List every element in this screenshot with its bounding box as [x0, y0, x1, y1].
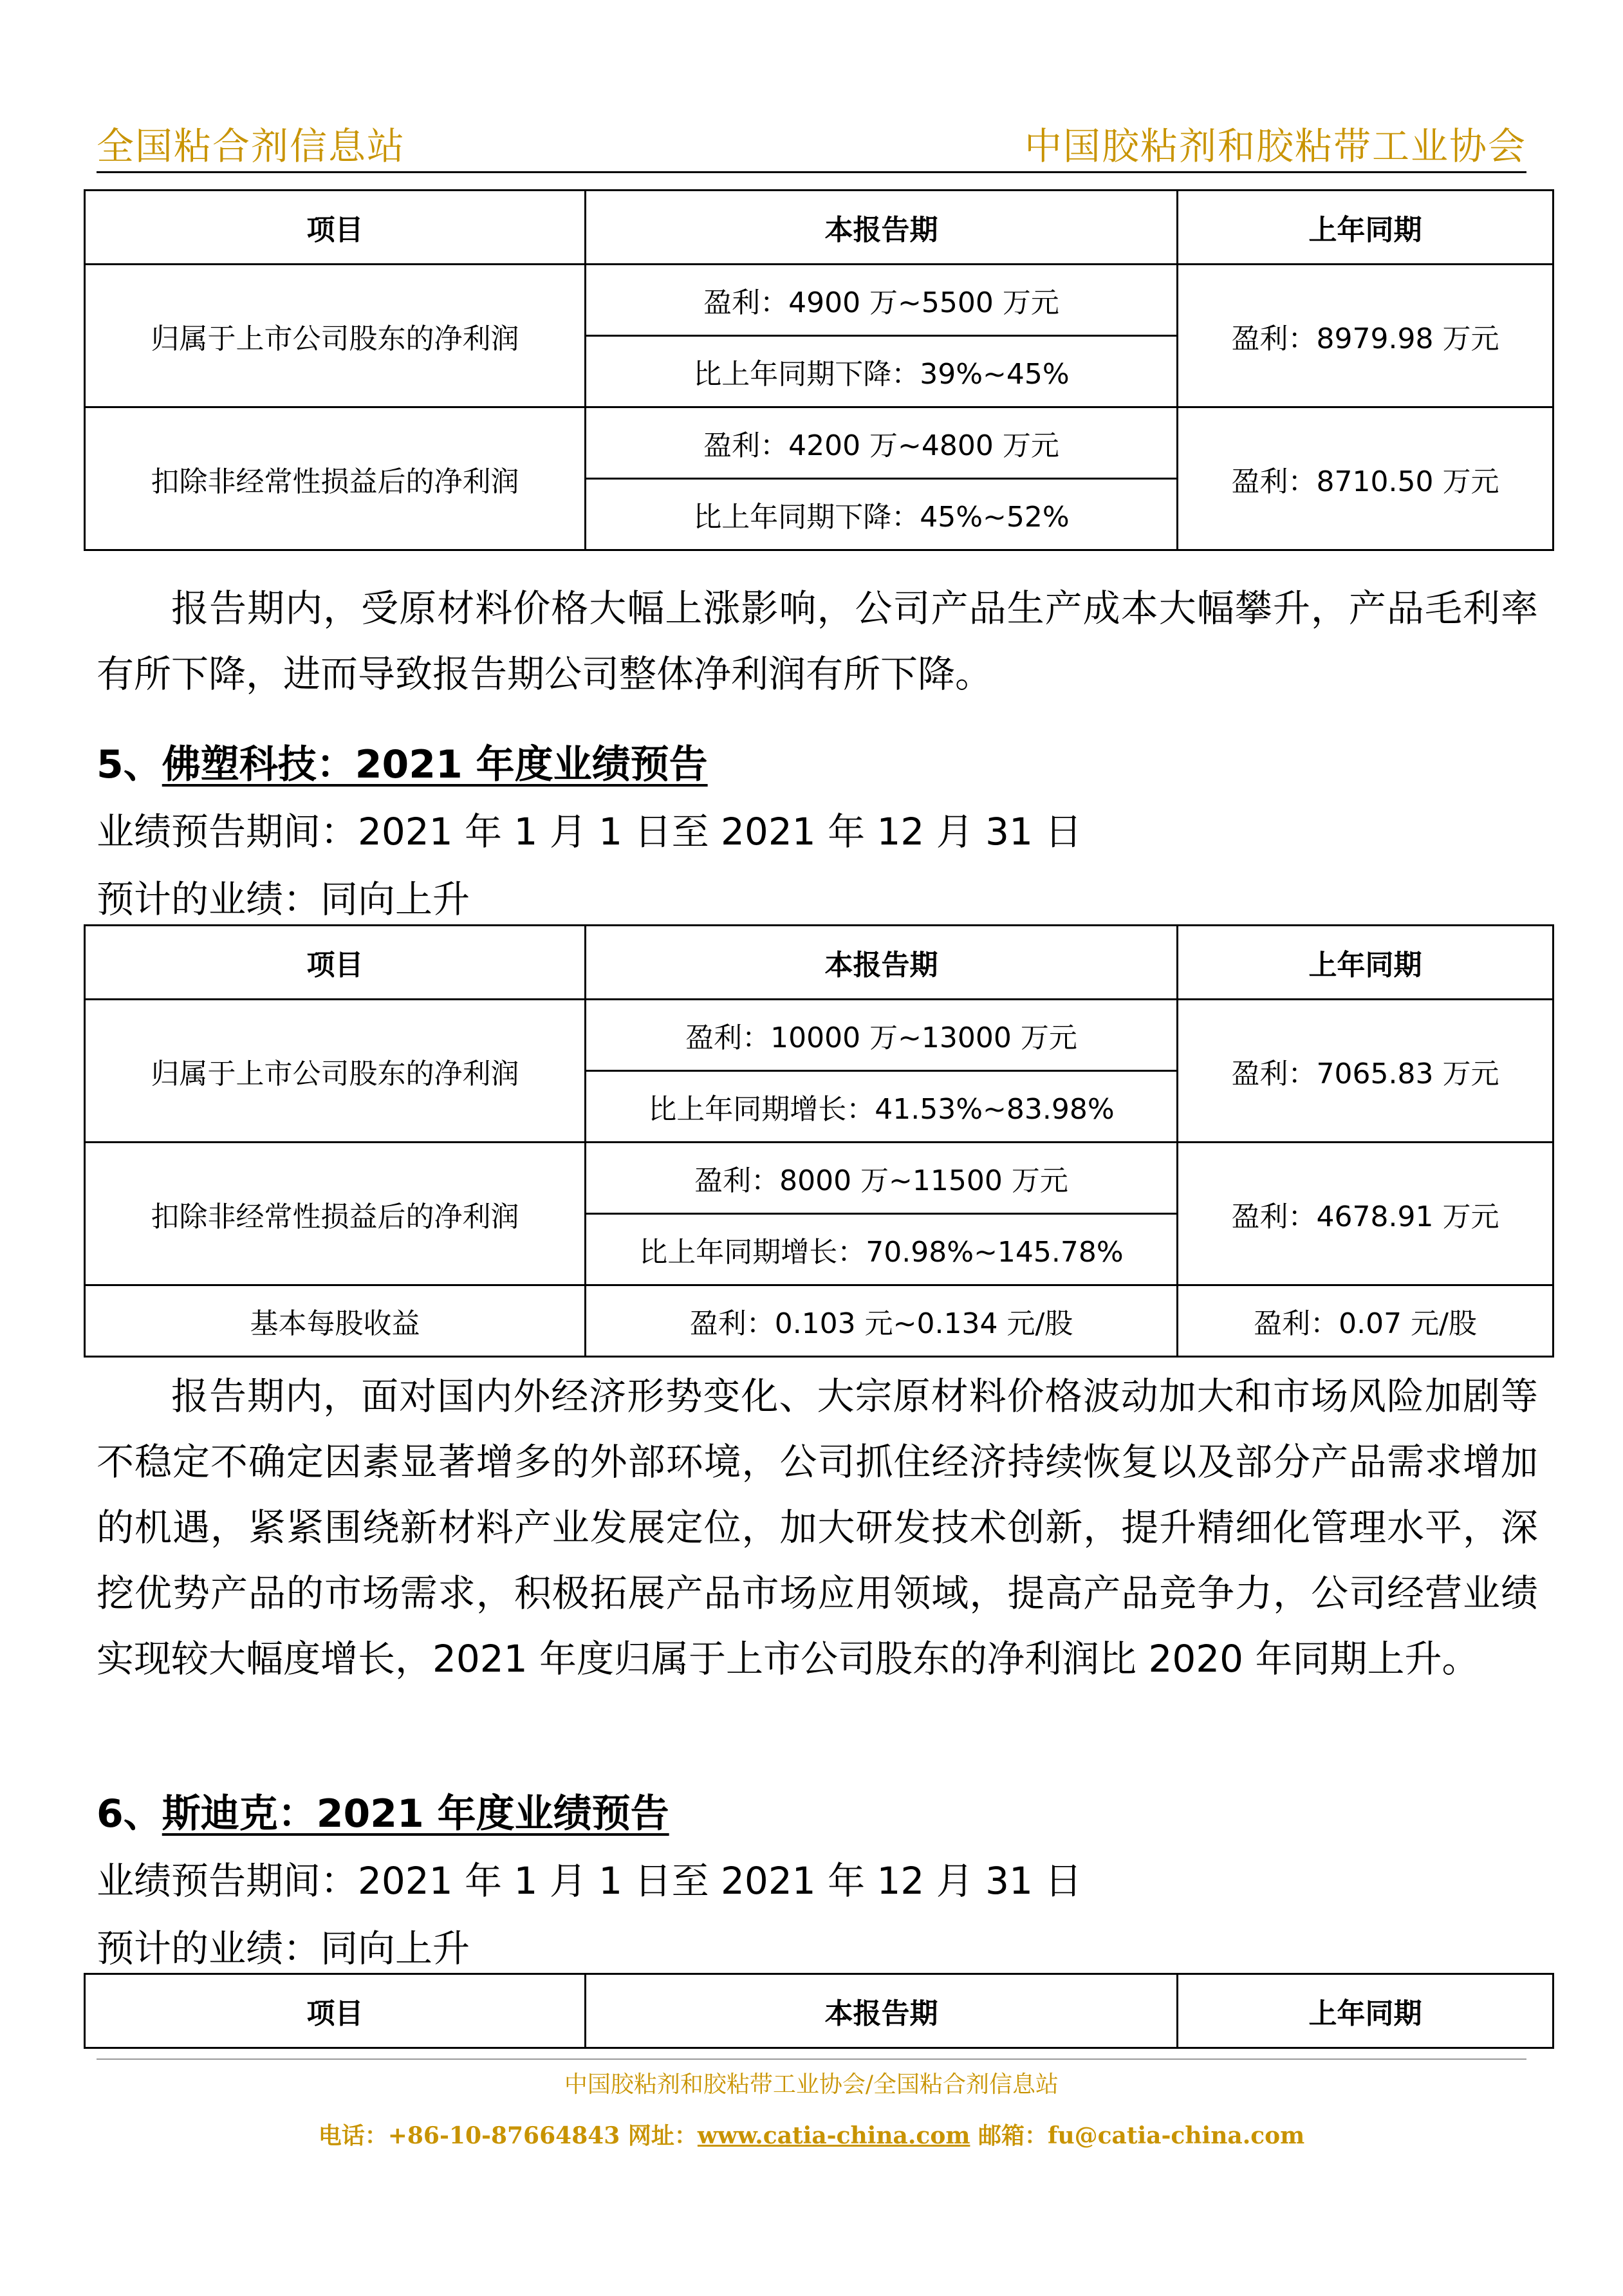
results-table-1: [84, 189, 1554, 551]
footer-organization: 中国胶粘剂和胶粘带工业协会/全国粘合剂信息站: [564, 2071, 1059, 2098]
table-header-row: [85, 191, 1553, 265]
table-row: [85, 1143, 1553, 1214]
col-header-prior: 上年同期: [1178, 191, 1553, 265]
footer-phone: 电话：+86-10-87664843 网址：: [318, 2122, 698, 2149]
col-header-item: 项目: [85, 191, 586, 265]
section-5-number: 5、: [97, 742, 162, 787]
section-6-forecast: 预计的业绩：同向上升: [97, 1927, 470, 1970]
section-6-number: 6、: [97, 1791, 162, 1836]
row-prior: 盈利：8979.98 万元: [1178, 265, 1553, 407]
results-table-2: [84, 924, 1554, 1358]
col-header-item: 项目: [85, 1974, 586, 2048]
row-item: 扣除非经常性损益后的净利润: [85, 407, 586, 550]
col-header-current: 本报告期: [586, 191, 1178, 265]
footer-email: 邮箱：fu@catia-china.com: [970, 2122, 1305, 2149]
section-5-title: 佛塑科技：2021 年度业绩预告: [162, 742, 708, 787]
section-6-title: 斯迪克：2021 年度业绩预告: [162, 1791, 669, 1836]
row-current-profit: 盈利：8000 万~11500 万元: [586, 1143, 1178, 1214]
paragraph-1: 报告期内，受原材料价格大幅上涨影响，公司产品生产成本大幅攀升，产品毛利率有所下降，进而导致报告期公司整体净利润有所下降。: [97, 586, 1538, 696]
section-5-period: 业绩预告期间：2021 年 1 月 1 日至 2021 年 12 月 31 日: [97, 810, 1082, 854]
table-row: [85, 407, 1553, 479]
col-header-item: 项目: [85, 926, 586, 1000]
footer-website-link[interactable]: www.catia-china.com: [697, 2122, 970, 2149]
header-association-name: 中国胶粘剂和胶粘带工业协会: [1024, 124, 1526, 168]
table-row: [85, 1000, 1553, 1071]
row-current-change: 比上年同期增长：70.98%~145.78%: [586, 1214, 1178, 1285]
section-6-period: 业绩预告期间：2021 年 1 月 1 日至 2021 年 12 月 31 日: [97, 1859, 1082, 1903]
col-header-prior: 上年同期: [1178, 1974, 1553, 2048]
row-current-change: 比上年同期下降：45%~52%: [586, 479, 1178, 550]
row-current-change: 比上年同期下降：39%~45%: [586, 336, 1178, 407]
row-item: 归属于上市公司股东的净利润: [85, 1000, 586, 1143]
table-header-row: [85, 926, 1553, 1000]
row-prior: 盈利：4678.91 万元: [1178, 1143, 1553, 1285]
results-table-3: [84, 1973, 1554, 2049]
row-current-profit: 盈利：4900 万~5500 万元: [586, 265, 1178, 336]
col-header-prior: 上年同期: [1178, 926, 1553, 1000]
row-item: 归属于上市公司股东的净利润: [85, 265, 586, 407]
header-divider: [97, 171, 1526, 173]
footer-contact: [0, 2118, 1623, 2151]
section-5-heading: [97, 734, 708, 789]
row-prior: 盈利：7065.83 万元: [1178, 1000, 1553, 1143]
section-6-heading: [97, 1783, 669, 1838]
header-site-name: 全国粘合剂信息站: [97, 124, 406, 168]
col-header-current: 本报告期: [586, 1974, 1178, 2048]
table-header-row: [85, 1974, 1553, 2048]
paragraph-2: 报告期内，面对国内外经济形势变化、大宗原材料价格波动加大和市场风险加剧等不稳定不确定因素显著增多的外部环境，公司抓住经济持续恢复以及部分产品需求增加的机遇，紧紧围绕新材料产业发展定位，加大研发技术创新，提升精细化管理水平，深挖优势产品的市场需求，积极拓展产品市场应用领域，提高产品竞争力，公司经营业绩实现较大幅度增长，2021 年度归属于上市公司股东的净利润比 2020 年同期上升。: [97, 1374, 1538, 1681]
row-current-change: 比上年同期增长：41.53%~83.98%: [586, 1071, 1178, 1143]
table-row: [85, 265, 1553, 336]
col-header-current: 本报告期: [586, 926, 1178, 1000]
row-current-profit: 盈利：4200 万~4800 万元: [586, 407, 1178, 479]
row-item: 扣除非经常性损益后的净利润: [85, 1143, 586, 1285]
row-current-eps: 盈利：0.103 元~0.134 元/股: [586, 1285, 1178, 1357]
footer-divider: [97, 2058, 1526, 2060]
section-5-forecast: 预计的业绩：同向上升: [97, 877, 470, 921]
row-item: 基本每股收益: [85, 1285, 586, 1357]
table-row: [85, 1285, 1553, 1357]
row-prior: 盈利：8710.50 万元: [1178, 407, 1553, 550]
row-current-profit: 盈利：10000 万~13000 万元: [586, 1000, 1178, 1071]
row-prior-eps: 盈利：0.07 元/股: [1178, 1285, 1553, 1357]
